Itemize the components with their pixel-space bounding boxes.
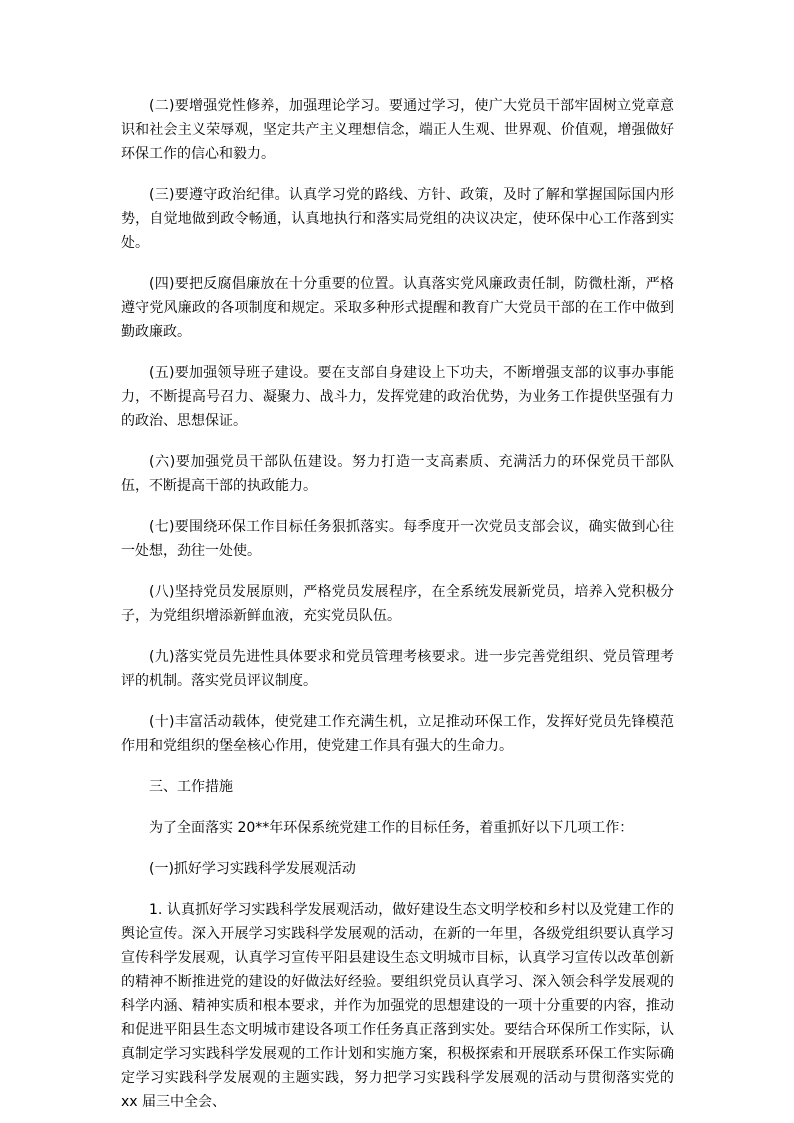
paragraph-measures-intro: 为了全面落实 20**年环保系统党建工作的目标任务，着重抓好以下几项工作：	[149, 820, 634, 836]
paragraph-item-one: 1. 认真抓好学习实践科学发展观活动，做好建设生态文明学校和乡村以及党建工作的舆论宣传。深入开展学习实践科学发展观的活动，在新的一年里，各级党组织要认真学习宣传科学发展观，认真学习宣传平阳县建设生态文明城市目标，认真学习宣传以改革创新的精神不断推进党的建设的好做法好经验。要组织党员认真学习、深入领会科学发展观的科学内涵、精神实质和根本要求，并作为加强党的思想建设的一项十分重要的内容，推动和促进平阳县生态文明城市建设各项工作任务真正落到实处。要结合环保所工作实际，认真制定学习实践科学发展观的工作计划和实施方案，积极探索和开展联系环保工作实际确定学习实践科学发展观的主题实践，努力把学习实践科学发展观的活动与贯彻落实党的 xx 届三中全会、	[121, 902, 674, 1110]
paragraph-six-cadre-team: (六)要加强党员干部队伍建设。努力打造一支高素质、充满活力的环保党员干部队伍，不断提高干部的执政能力。	[121, 454, 674, 494]
paragraph-two-party-spirit: (二)要增强党性修养，加强理论学习。要通过学习，使广大党员干部牢固树立党章意识和社会主义荣辱观，坚定共产主义理想信念，端正人生观、世界观、价值观，增强做好环保工作的信心和毅力。	[121, 98, 674, 162]
subheading-scientific-development: (一)抓好学习实践科学发展观活动	[149, 861, 356, 877]
paragraph-three-political-discipline: (三)要遵守政治纪律。认真学习党的路线、方针、政策，及时了解和掌握国际国内形势，自觉地做到政令畅通，认真地执行和落实局党组的决议决定，使环保中心工作落到实处。	[121, 187, 674, 251]
paragraph-eight-membership: (八)坚持党员发展原则，严格党员发展程序，在全系统发展新党员，培养入党积极分子，为党组织增添新鲜血液，充实党员队伍。	[121, 584, 674, 624]
paragraph-ten-activities: (十)丰富活动载体，使党建工作充满生机，立足推动环保工作，发挥好党员先锋模范作用和党组织的堡垒核心作用，使党建工作具有强大的生命力。	[121, 714, 674, 754]
paragraph-five-leadership: (五)要加强领导班子建设。要在支部自身建设上下功夫，不断增强支部的议事办事能力，不断提高号召力、凝聚力、战斗力，发挥党建的政治优势，为业务工作提供坚强有力的政治、思想保证。	[121, 365, 674, 429]
paragraph-seven-implementation: (七)要围绕环保工作目标任务狠抓落实。每季度开一次党员支部会议，确实做到心往一处想，劲往一处使。	[121, 519, 674, 559]
section-heading-measures: 三、工作措施	[149, 779, 233, 795]
paragraph-nine-assessment: (九)落实党员先进性具体要求和党员管理考核要求。进一步完善党组织、党员管理考评的机制。落实党员评议制度。	[121, 649, 674, 689]
paragraph-four-anti-corruption: (四)要把反腐倡廉放在十分重要的位置。认真落实党风廉政责任制，防微杜渐，严格遵守党风廉政的各项制度和规定。采取多种形式提醒和教育广大党员干部的在工作中做到勤政廉政。	[121, 276, 674, 340]
